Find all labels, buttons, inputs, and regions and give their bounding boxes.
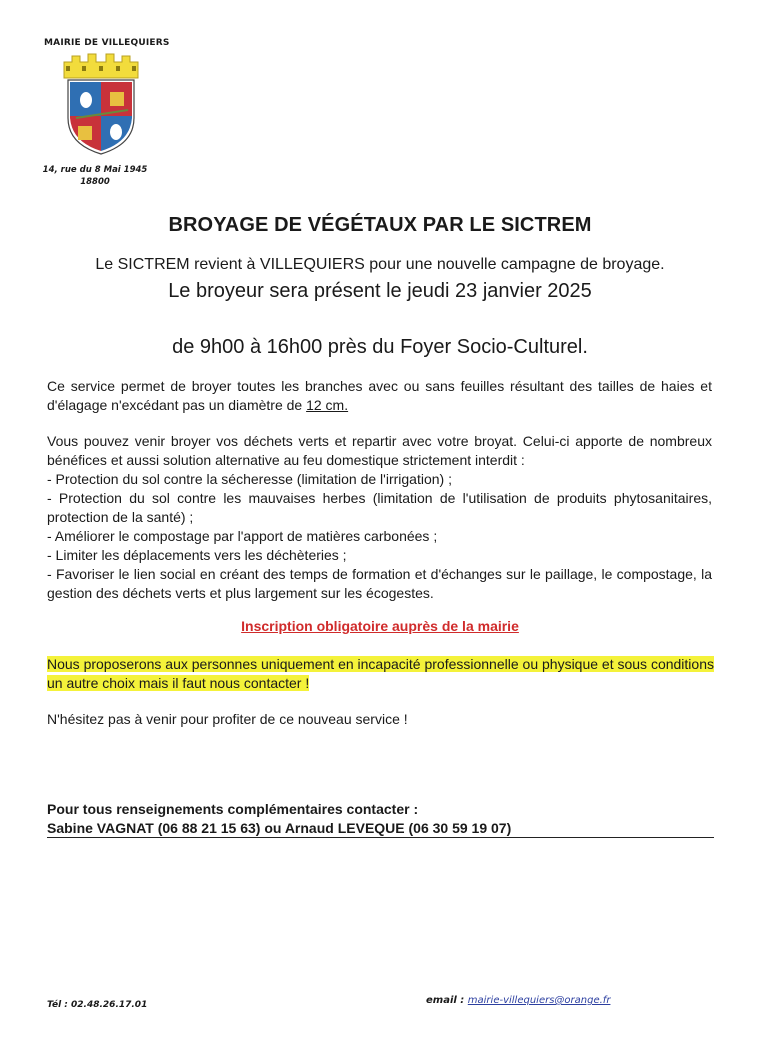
contact-line2: Sabine VAGNAT (06 88 21 15 63) ou Arnaud LEVEQUE (06 30 59 19 07)	[47, 820, 512, 836]
time-line: de 9h00 à 16h00 près du Foyer Socio-Culturel.	[172, 336, 588, 358]
list-item: - Améliorer le compostage par l'apport de matières carbonées ;	[47, 528, 438, 544]
mairie-address	[40, 164, 150, 188]
list-item: - Favoriser le lien social en créant des temps de formation et d'échanges sur le paillage, le compostage, la gestion des déchets verts et plus largement sur les écogestes.	[47, 566, 712, 601]
invite-text: N'hésitez pas à venir pour profiter de ce nouveau service !	[47, 711, 408, 727]
benefits-paragraph	[47, 432, 712, 603]
list-item: - Limiter les déplacements vers les déchèteries ;	[47, 547, 347, 563]
list-item: - Protection du sol contre la sécheresse (limitation de l'irrigation) ;	[47, 471, 452, 487]
benefits-intro: Vous pouvez venir broyer vos déchets verts et repartir avec votre broyat. Celui-ci apporte de nombreux bénéfices et aussi solution alternative au feu domestique strictement interdit :	[47, 433, 712, 468]
list-item: - Protection du sol contre les mauvaises herbes (limitation de l'utilisation de produits phytosanitaires, protection de la santé) ;	[47, 490, 712, 525]
highlight-paragraph	[47, 655, 714, 693]
service-paragraph	[47, 377, 712, 415]
email-link[interactable]: mairie-villequiers@orange.fr	[467, 995, 611, 1006]
intro-text: Le SICTREM revient à VILLEQUIERS pour une nouvelle campagne de broyage.	[95, 256, 665, 273]
address-street: 14, rue du 8 Mai 1945	[42, 165, 148, 175]
coat-of-arms-icon	[58, 52, 144, 156]
footer-email	[426, 995, 610, 1006]
inscription-notice: Inscription obligatoire auprès de la mairie	[241, 618, 519, 634]
date-line: Le broyeur sera présent le jeudi 23 janvier 2025	[168, 280, 592, 302]
email-label: email :	[426, 995, 465, 1006]
address-postcode: 18800	[80, 177, 110, 187]
contact-line1: Pour tous renseignements complémentaires contacter :	[47, 801, 419, 817]
page-title: BROYAGE DE VÉGÉTAUX PAR LE SICTREM	[168, 214, 592, 236]
divider	[47, 837, 714, 838]
highlighted-text: Nous proposerons aux personnes uniquement en incapacité professionnelle ou physique et sous conditions un autre choix mais il faut nous contacter !	[47, 656, 714, 691]
footer-phone: Tél : 02.48.26.17.01	[47, 1000, 148, 1010]
contact-block	[47, 800, 511, 838]
diameter-value: 12 cm.	[306, 397, 349, 413]
mairie-name: MAIRIE DE VILLEQUIERS	[44, 38, 170, 48]
service-text: Ce service permet de broyer toutes les branches avec ou sans feuilles résultant des tailles de haies et d'élagage n'excédant pas un diamètre de	[47, 378, 712, 413]
